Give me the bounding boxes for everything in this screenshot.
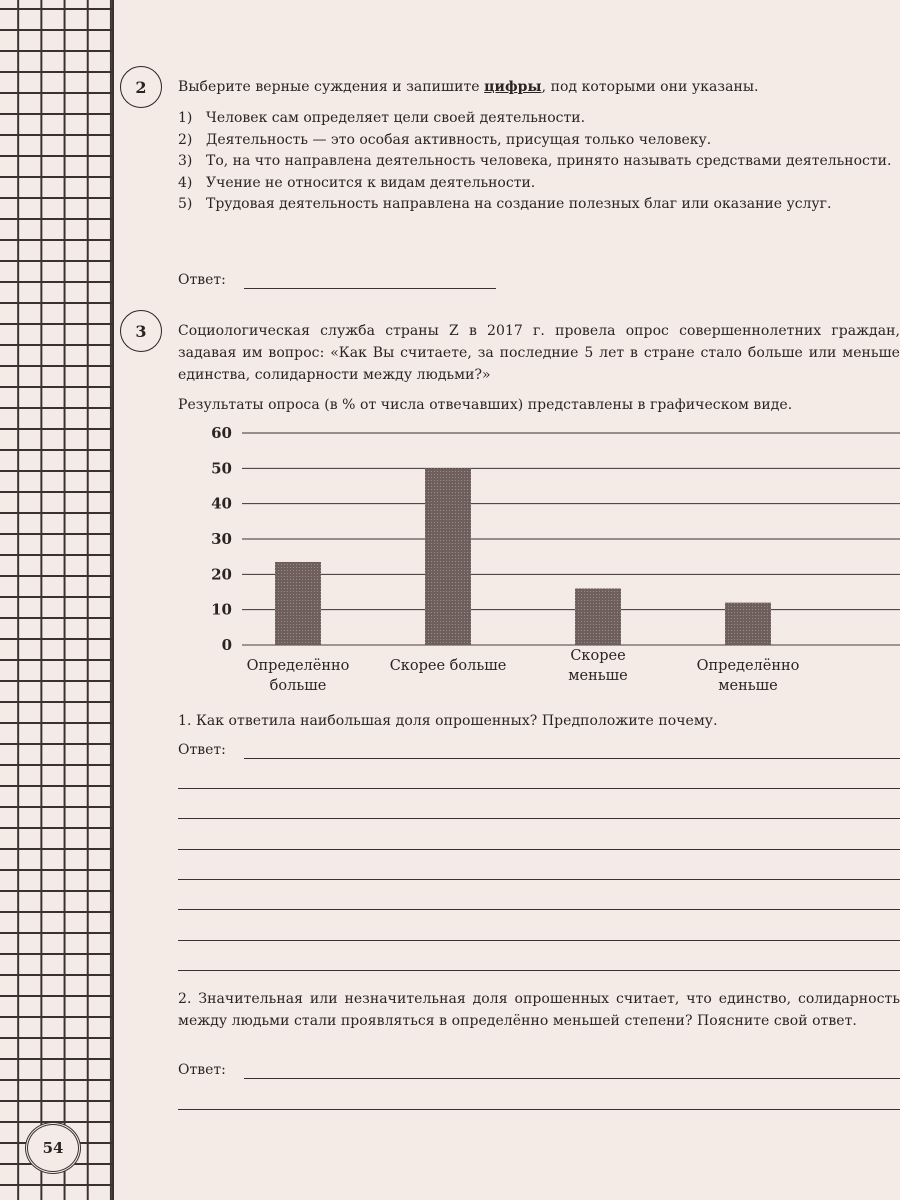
task-number-badge — [120, 310, 162, 352]
task3-intro: Социологическая служба страны Z в 2017 г. провела опрос совершеннолетних граждан, задавая им вопрос: «Как Вы считаете, за последние 5 лет в стране стало больше или меньше единства, солидарности между людьми?» — [178, 323, 900, 383]
graph-paper-margin — [0, 0, 114, 1200]
bar — [575, 588, 621, 645]
statement-text: То, на что направлена деятельность человека, принято называть средствами деятельности. — [206, 153, 892, 169]
page-number — [25, 1122, 81, 1174]
y-tick-label: 0 — [221, 636, 232, 654]
q1-answer-line[interactable] — [244, 758, 900, 759]
y-tick-label: 20 — [211, 565, 232, 584]
x-category-label: Определённо — [696, 658, 800, 674]
statement-item — [178, 173, 900, 195]
page-number-text: 54 — [42, 1139, 64, 1157]
x-category-label: Скорее больше — [389, 658, 507, 674]
statement-text: Учение не относится к видам деятельности. — [206, 174, 536, 191]
survey-bar-chart — [200, 420, 900, 700]
task3-question1: 1. Как ответила наибольшая доля опрошенных? Предположите почему. — [178, 713, 718, 729]
statement-item — [178, 151, 900, 173]
y-tick-label: 60 — [211, 424, 232, 442]
task2-answer-field[interactable] — [244, 288, 496, 289]
q1-answer-label: Ответ: — [178, 742, 226, 758]
task-number-badge — [120, 66, 162, 108]
task-number-text: 3 — [135, 321, 147, 341]
statement-item — [178, 108, 900, 130]
task3-results-caption: Результаты опроса (в % от числа отвечавших) представлены в графическом виде. — [178, 397, 793, 413]
q1-answer-line[interactable] — [178, 970, 900, 971]
task2-answer-label: Ответ: — [178, 272, 226, 288]
task2-prompt — [178, 76, 900, 98]
q1-answer-line[interactable] — [178, 909, 900, 910]
q1-answer-line[interactable] — [178, 940, 900, 941]
y-tick-label: 10 — [211, 600, 232, 619]
q1-answer-line[interactable] — [178, 818, 900, 819]
statement-number: 5) — [178, 196, 193, 212]
task-number-text: 2 — [135, 77, 147, 97]
x-category-label: больше — [269, 678, 327, 694]
bar — [275, 562, 321, 645]
x-category-label: Скорее — [570, 648, 626, 664]
x-category-label: меньше — [568, 668, 628, 684]
x-category-label: Определённо — [246, 658, 350, 674]
q1-answer-line[interactable] — [178, 879, 900, 880]
prompt-emphasis: цифры — [484, 79, 542, 95]
task3-question2: 2. Значительная или незначительная доля опрошенных считает, что единство, солидарность между людьми стали проявляться в определённо меньшей степени? Поясните свой ответ. — [178, 991, 900, 1029]
x-category-label: меньше — [718, 678, 778, 694]
statement-number: 4) — [178, 174, 193, 191]
y-tick-label: 50 — [211, 459, 232, 478]
y-tick-label: 30 — [211, 530, 232, 548]
statement-text: Трудовая деятельность направлена на создание полезных благ или оказание услуг. — [206, 196, 832, 212]
statement-number: 2) — [178, 131, 193, 148]
task2-statements — [178, 108, 900, 216]
statement-number: 3) — [178, 153, 193, 169]
statement-item — [178, 194, 900, 216]
q2-answer-line[interactable] — [178, 1109, 900, 1110]
bar — [725, 603, 771, 645]
prompt-text-end: , под которыми они указаны. — [541, 79, 759, 95]
statement-text: Человек сам определяет цели своей деятельности. — [206, 110, 586, 126]
statement-number: 1) — [178, 110, 193, 126]
y-tick-label: 40 — [211, 494, 232, 513]
q1-answer-line[interactable] — [178, 849, 900, 850]
statement-text: Деятельность — это особая активность, присущая только человеку. — [206, 131, 712, 148]
q1-answer-line[interactable] — [178, 788, 900, 789]
q2-answer-line[interactable] — [244, 1078, 900, 1079]
bar — [425, 468, 471, 645]
q2-answer-label: Ответ: — [178, 1062, 226, 1078]
statement-item — [178, 130, 900, 152]
prompt-text: Выберите верные суждения и запишите — [178, 79, 485, 95]
